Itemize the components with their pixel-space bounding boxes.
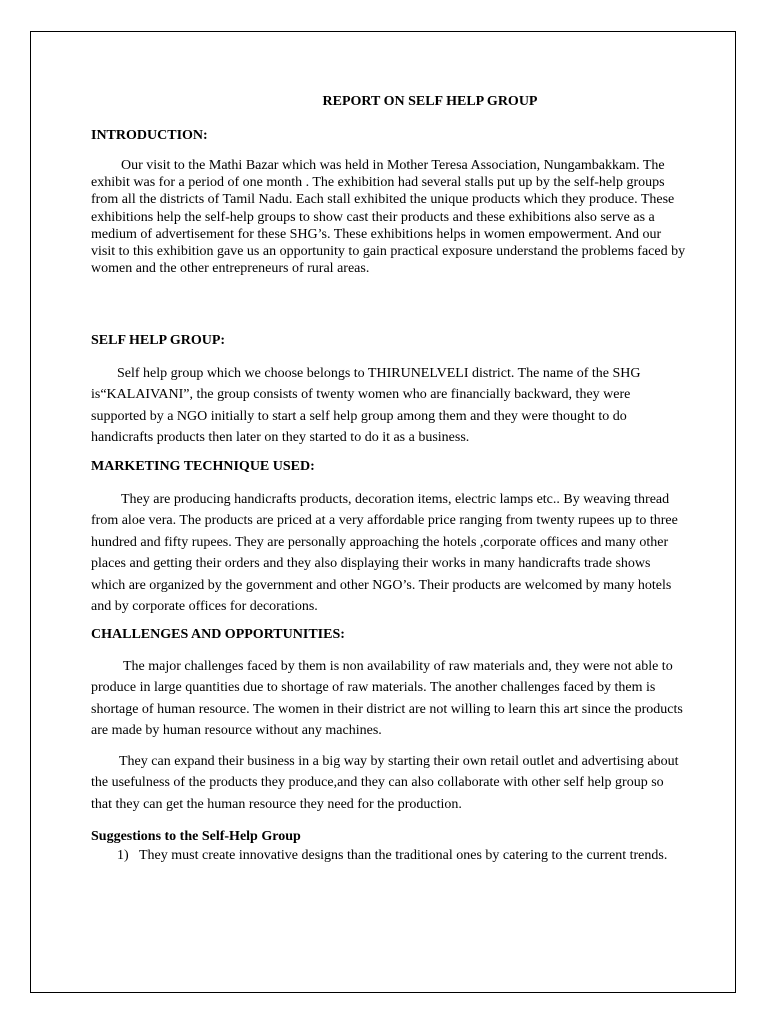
document-title: REPORT ON SELF HELP GROUP	[322, 94, 538, 109]
challenges-paragraph-1: The major challenges faced by them is non availability of raw materials and, they were not able to produce in large quantities due to shortage of raw materials. The another challenges faced by them is shortage of human resource. The women in their district are not willing to learn this art since the products are made by human resource without any machines.	[91, 659, 683, 739]
self-help-group-paragraph: Self help group which we choose belongs to THIRUNELVELI district. The name of the SHG is“KALAIVANI”, the group consists of twenty women who are financially backward, they were supported by a NGO initially to start a self help group among them and they were thought to do handicrafts products then later on they started to do it as a business.	[91, 366, 641, 446]
introduction-paragraph: Our visit to the Mathi Bazar which was held in Mother Teresa Association, Nungambakkam. The exhibit was for a period of one month . The exhibition had several stalls put up by the self-help groups from all the districts of Tamil Nadu. Each stall exhibited the unique products which they produce. These exhibitions help the self-help groups to show cast their products and these exhibitions also serve as a medium of advertisement for these SHG’s. These exhibitions helps in women empowerment. And our visit to this exhibition gave us an opportunity to gain practical exposure understand the problems faced by women and the other entrepreneurs of rural areas.	[91, 158, 686, 277]
self-help-group-heading: SELF HELP GROUP:	[91, 333, 226, 348]
marketing-paragraph: They are producing handicrafts products, decoration items, electric lamps etc.. By weaving thread from aloe vera. The products are priced at a very affordable price ranging from twenty rupees up to three hundred and fifty rupees. They are personally approaching the hotels ,corporate offices and many other places and getting their orders and they also displaying their works in many handicrafts trade shows which are organized by the government and other NGO’s. Their products are welcomed by many hotels and by corporate offices for decorations.	[91, 492, 678, 615]
suggestions-heading: Suggestions to the Self-Help Group	[91, 829, 301, 844]
list-item-marker: 1)	[117, 848, 129, 863]
suggestions-list	[117, 847, 689, 865]
list-item-text: They must create innovative designs than the traditional ones by catering to the current trends.	[139, 848, 668, 863]
challenges-heading: CHALLENGES AND OPPORTUNITIES:	[91, 627, 345, 642]
list-item	[117, 847, 689, 865]
marketing-heading: MARKETING TECHNIQUE USED:	[91, 459, 315, 474]
introduction-heading: INTRODUCTION:	[91, 128, 208, 143]
challenges-paragraph-2: They can expand their business in a big way by starting their own retail outlet and advertising about the usefulness of the products they produce,and they can also collaborate with other self help group so that they can get the human resource they need for the production.	[91, 754, 679, 812]
